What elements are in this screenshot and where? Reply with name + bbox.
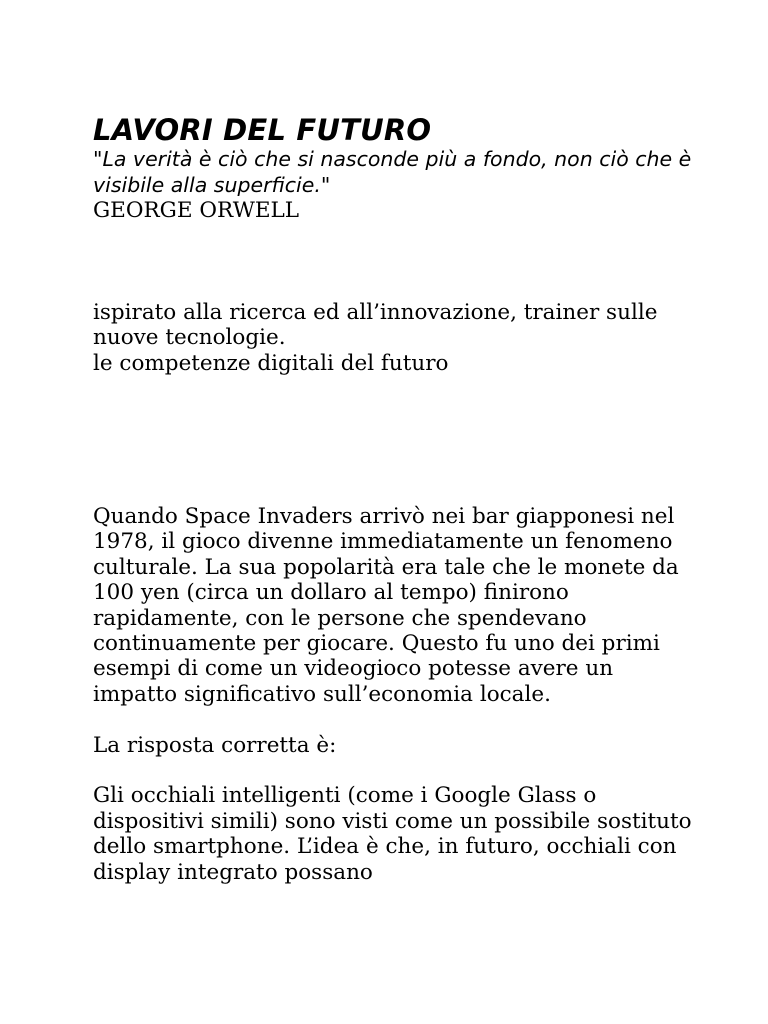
paragraph-spacer [93, 758, 693, 783]
intro-section [93, 300, 693, 376]
quote-author: GEORGE ORWELL [93, 198, 300, 223]
document-page [93, 113, 693, 885]
quote-open-mark: " [93, 147, 103, 171]
epigraph-quote [93, 147, 693, 198]
body-paragraph-answer-intro: La risposta corretta è: [93, 732, 337, 758]
body-paragraph-space-invaders: Quando Space Invaders arrivò nei bar giapponesi nel 1978, il gioco divenne immediatamente un fenomeno culturale. La sua popolarità era tale che le monete da 100 yen (circa un dollaro al tempo) finirono rapidamente, con le persone che spendevano continuamente per giocare. Questo fu uno dei primi esempi di come un videogioco potesse avere un impatto significativo sull’economia locale. [93, 504, 679, 707]
body-paragraph-smart-glasses: Gli occhiali intelligenti (come i Google Glass o dispositivi simili) sono visti come un possibile sostituto dello smartphone. L’idea è che, in futuro, occhiali con display integrato possano [93, 783, 692, 885]
intro-line-2: le competenze digitali del futuro [93, 350, 449, 376]
intro-line-1: ispirato alla ricerca ed all’innovazione, trainer sulle nuove tecnologie. [93, 300, 658, 351]
paragraph-spacer [93, 707, 693, 732]
document-title: LAVORI DEL FUTURO [93, 113, 432, 147]
quote-close-mark: " [320, 172, 331, 197]
body-section [93, 504, 693, 885]
quote-text: La verità è ciò che si nasconde più a fondo, non ciò che è visibile alla superficie. [93, 147, 692, 197]
